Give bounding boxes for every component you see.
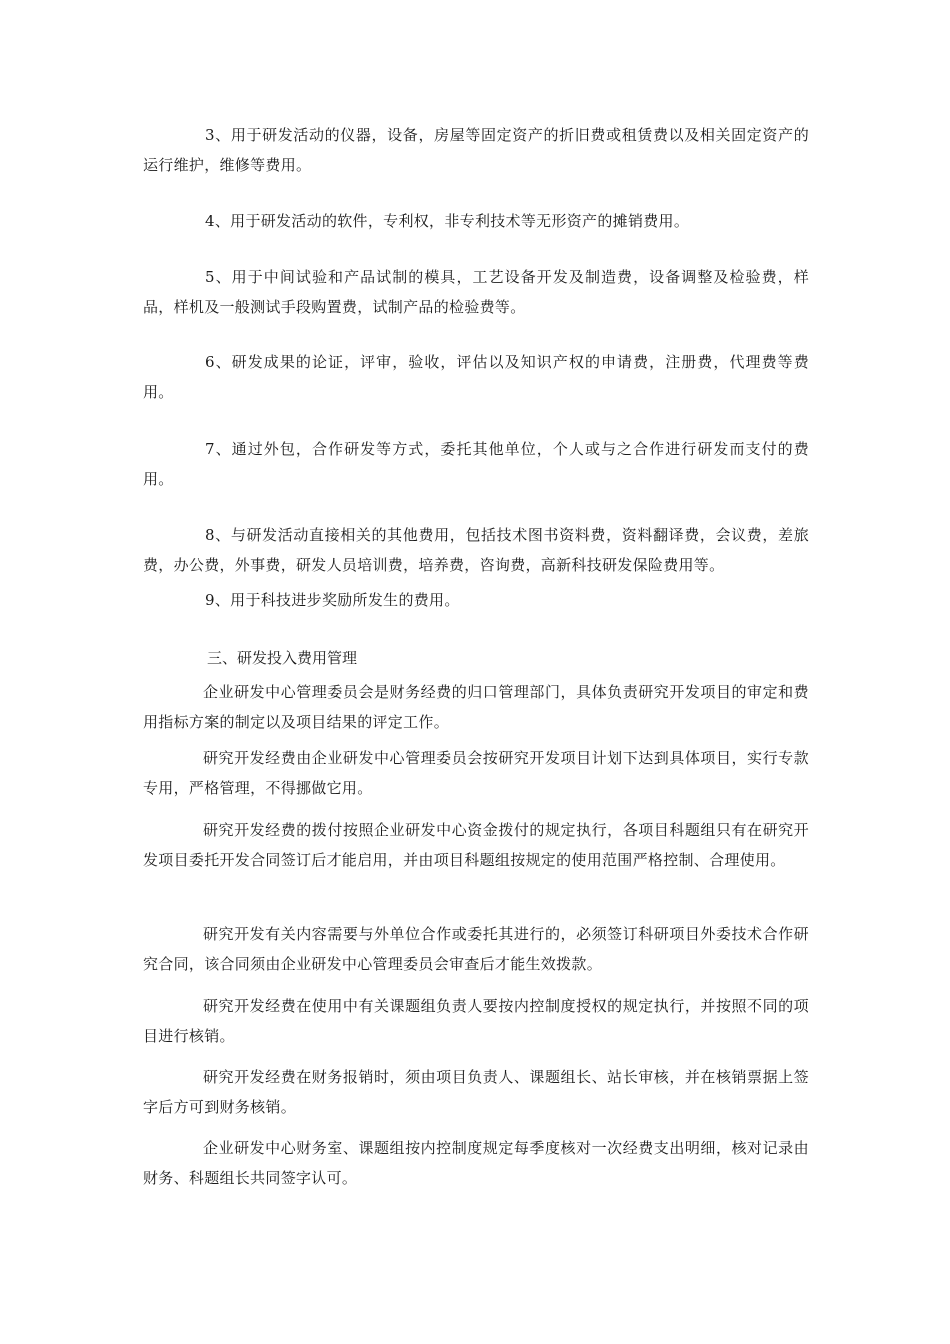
paragraph-6: 研究开发经费在财务报销时，须由项目负责人、课题组长、站长审核，并在核销票据上签字后方可到财务核销。 xyxy=(143,1068,809,1116)
paragraph-1: 企业研发中心管理委员会是财务经费的归口管理部门，具体负责研究开发项目的审定和费用指标方案的制定以及项目结果的评定工作。 xyxy=(143,683,809,731)
item-9: 9、用于科技进步奖励所发生的费用。 xyxy=(205,591,460,609)
paragraph-3: 研究开发经费的拨付按照企业研发中心资金拨付的规定执行，各项目科题组只有在研究开发项目委托开发合同签订后才能启用，并由项目科题组按规定的使用范围严格控制、合理使用。 xyxy=(143,821,809,869)
item-8: 8、与研发活动直接相关的其他费用，包括技术图书资料费，资料翻译费，会议费，差旅费，办公费，外事费，研发人员培训费，培养费，咨询费，高新科技研发保险费用等。 xyxy=(143,526,809,574)
item-4: 4、用于研发活动的软件，专利权，非专利技术等无形资产的摊销费用。 xyxy=(205,212,690,230)
item-5: 5、用于中间试验和产品试制的模具，工艺设备开发及制造费，设备调整及检验费，样品，样机及一般测试手段购置费，试制产品的检验费等。 xyxy=(143,268,809,316)
item-3: 3、用于研发活动的仪器，设备，房屋等固定资产的折旧费或租赁费以及相关固定资产的运行维护，维修等费用。 xyxy=(143,126,809,174)
paragraph-5: 研究开发经费在使用中有关课题组负责人要按内控制度授权的规定执行，并按照不同的项目进行核销。 xyxy=(143,997,809,1045)
item-7: 7、通过外包，合作研发等方式，委托其他单位，个人或与之合作进行研发而支付的费用。 xyxy=(143,440,809,488)
paragraph-7: 企业研发中心财务室、课题组按内控制度规定每季度核对一次经费支出明细，核对记录由财务、科题组长共同签字认可。 xyxy=(143,1139,809,1187)
item-6: 6、研发成果的论证，评审，验收，评估以及知识产权的申请费，注册费，代理费等费用。 xyxy=(143,353,809,401)
paragraph-2: 研究开发经费由企业研发中心管理委员会按研究开发项目计划下达到具体项目，实行专款专用，严格管理，不得挪做它用。 xyxy=(143,749,809,797)
paragraph-4: 研究开发有关内容需要与外单位合作或委托其进行的，必须签订科研项目外委技术合作研究合同，该合同须由企业研发中心管理委员会审查后才能生效拨款。 xyxy=(143,925,809,973)
section-heading: 三、研发投入费用管理 xyxy=(207,649,358,667)
